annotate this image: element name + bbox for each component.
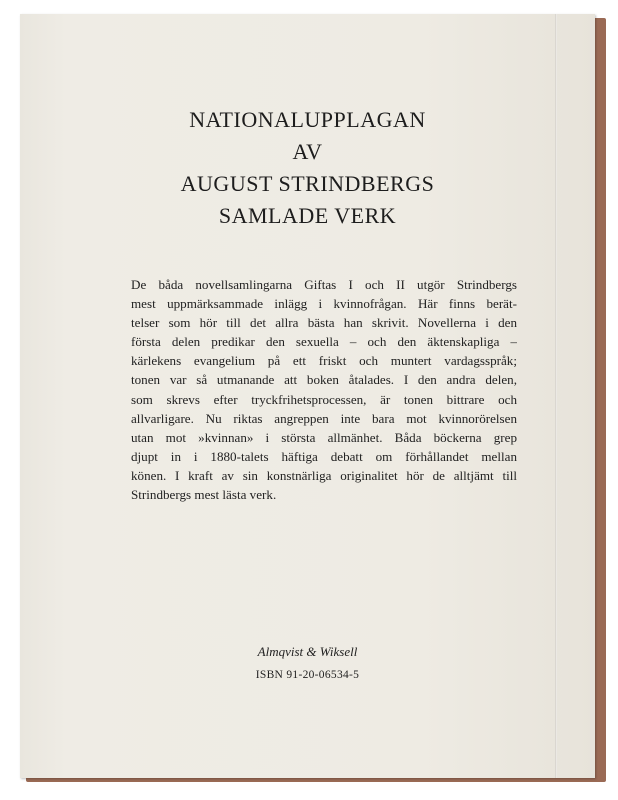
blurb-line: tonen var så utmanande att boken åtalades. I den andra delen, [131, 372, 517, 388]
book-back-cover [20, 14, 595, 778]
blurb-paragraph [131, 275, 517, 504]
series-title-line: AUGUST STRINDBERGS [180, 171, 435, 196]
blurb-line: mest uppmärksammade inlägg i kvinnofrågan. Här finns berät- [131, 296, 517, 312]
blurb-line: djupt in i 1880-talets häftiga debatt om förhållandet mellan [131, 448, 517, 464]
blurb-line: kärlekens evangelium på ett friskt och muntert vardagsspråk; [131, 353, 517, 369]
isbn-number: ISBN 91-20-06534-5 [255, 669, 360, 681]
blurb-line: De båda novellsamlingarna Giftas I och II utgör Strindbergs [131, 277, 517, 292]
series-title [20, 104, 595, 232]
blurb-line: utan mot »kvinnan» i största allmänhet. Båda böckerna grep [131, 429, 517, 445]
series-title-line: AV [292, 139, 323, 164]
blurb-line: allvarligare. Nu riktas angreppen inte bara mot kvinnorörelsen [131, 410, 517, 426]
blurb-line: telser som hör till det allra bästa han skrivit. Novellerna i den [131, 315, 517, 331]
blurb-line: Strindbergs mest lästa verk. [131, 487, 277, 503]
publisher-name: Almqvist & Wiksell [257, 644, 358, 659]
blurb-line: första delen predikar den sexuella – och den äktenskapliga – [131, 334, 517, 350]
series-title-line: SAMLADE VERK [218, 203, 397, 228]
blurb-line: könen. I kraft av sin konstnärliga originalitet hör de alltjämt till [131, 467, 517, 483]
blurb-line: som skrevs efter tryckfrihetsprocessen, är tonen bittrare och [131, 391, 517, 407]
series-title-line: NATIONALUPPLAGAN [189, 107, 426, 132]
